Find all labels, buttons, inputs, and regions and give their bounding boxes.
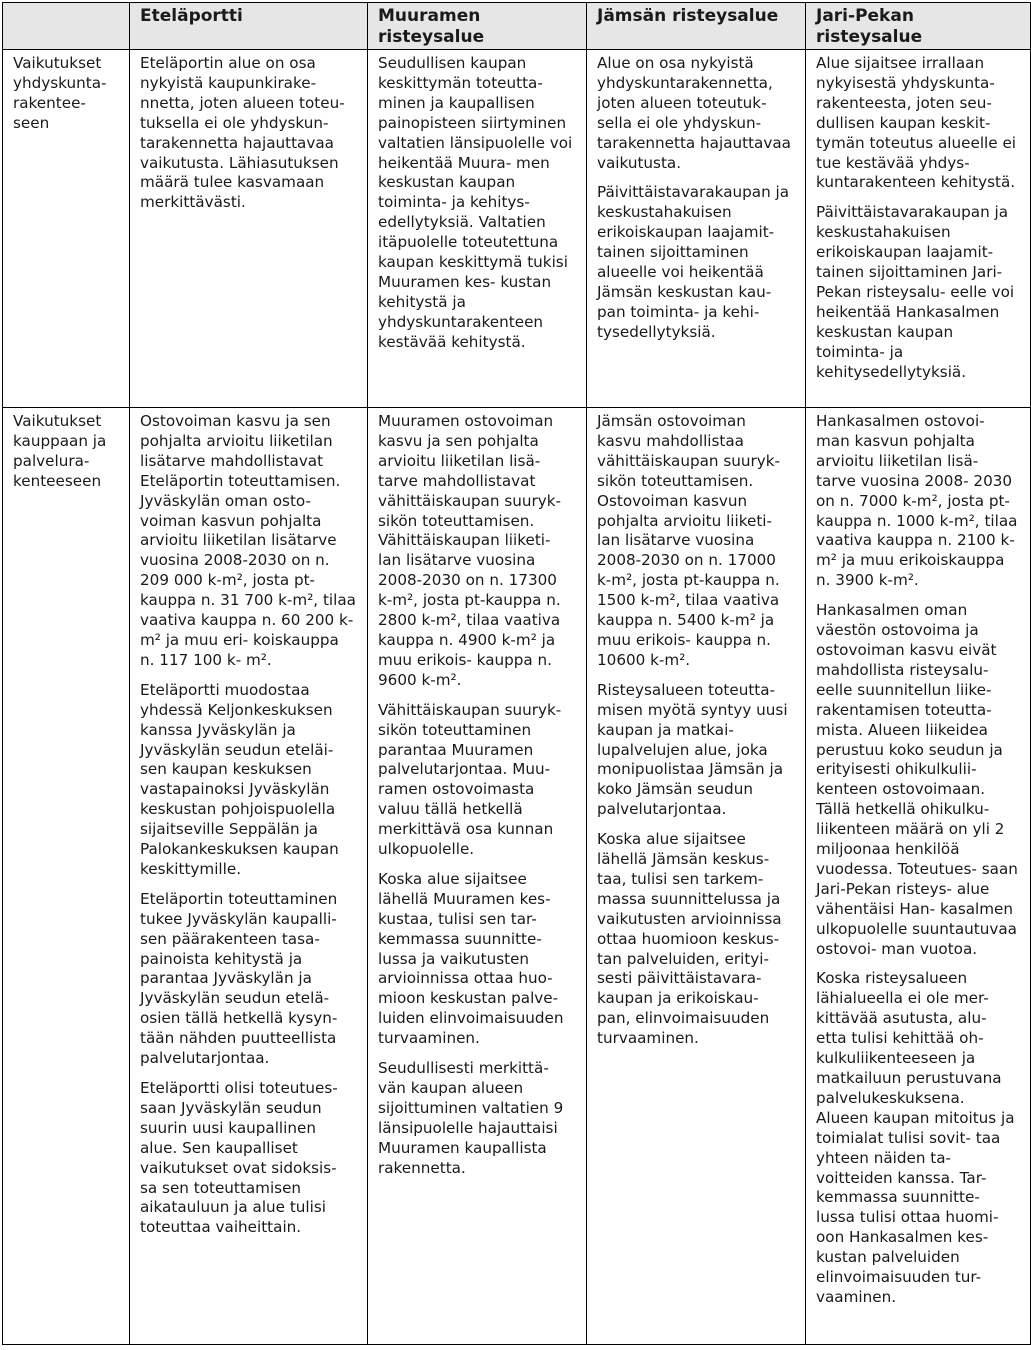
cell-paragraph: Seudullisen kaupan keskittymän toteutta- minen ja kaupallisen painopisteen siirtyminen valtatien länsipuolelle voi heikentää Muura- men keskustan kaupan toiminta- ja kehitys- edellytyksiä. Valtatien itäpuolelle toteutettuna kaupan keskittymä tukisi Muuramen kes- kustan kehitystä ja yhdyskuntarakenteen kestävää kehitystä. xyxy=(378,54,573,351)
cell-paragraph: Ostovoiman kasvu ja sen pohjalta arvioitu liiketilan lisätarve mahdollistavat Eteläportin toteuttamisen. Jyväskylän oman osto- voiman kasvun pohjalta arvioitu liiketilan lisätarve vuosina 2008-2030 on n. 209 000 k-m², josta pt- kauppa n. 31 700 k-m², tilaa vaativa kauppa n. 60 200 k-m² ja muu eri- koiskauppa n. 117 100 k- m². xyxy=(140,412,356,669)
table-cell xyxy=(587,408,806,1345)
header-cell-jamsa: Jämsän risteysalue xyxy=(587,3,806,50)
table-row xyxy=(3,50,1031,408)
table-cell xyxy=(130,50,368,408)
table-cell xyxy=(368,50,587,408)
table-cell xyxy=(587,50,806,408)
cell-paragraph: Risteysalueen toteutta- misen myötä syntyy uusi kaupan ja matkai- lupalvelujen alue, joka monipuolistaa Jämsän ja koko Jämsän seudun palvelutarjontaa. xyxy=(597,680,788,819)
cell-paragraph: Hankasalmen oman väestön ostovoima ja ostovoiman kasvu eivät mahdollista risteysalu- eelle suunnitellun liike- rakentamisen toteutta- mista. Alueen liikeidea perustuu koko seudun ja erityisesti ohikulkulii- kenteen ostovoimaan. Tällä hetkellä ohikulku- liikenteen määrä on yli 2 miljoonaa henkilöä vuodessa. Toteutues- saan Jari-Pekan risteys- alue vähentäisi Han- kasalmen ulkopuolelle suuntautuvaa ostovoi- man vuotoa. xyxy=(816,601,1018,958)
cell-paragraph: Koska alue sijaitsee lähellä Jämsän keskus- taa, tulisi sen tarkem- massa suunnittelussa ja vaikutusten arvioinnissa ottaa huomioon keskus- tan palveluiden, erityi- sesti päivittäistavara- kaupan ja erikoiskau- pan, elinvoimaisuuden turvaaminen. xyxy=(597,830,782,1048)
cell-paragraph: Koska risteysalueen lähialueella ei ole mer- kittävää asutusta, alu- etta tulisi kehittää oh- kulkuliikenteeseen ja matkailuun perustuvana palvelukeskuksena. Alueen kaupan mitoitus ja toimialat tulisi sovit- taa yhteen näiden ta- voitteiden kanssa. Tar- kemmassa suunnitte- lussa tulisi ottaa huomi- oon Hankasalmen kes- kustan palveluiden elinvoimaisuuden tur- vaaminen. xyxy=(816,969,1015,1306)
header-cell-etelaportti: Eteläportti xyxy=(130,3,368,50)
cell-paragraph: Eteläportin toteuttaminen tukee Jyväskylän kaupalli- sen päärakenteen tasa- painoista kehitystä ja parantaa Jyväskylän ja Jyväskylän seudun etelä- osien tällä hetkellä kysyn- tään nähden puutteellista palvelutarjontaa. xyxy=(140,889,338,1068)
comparison-table xyxy=(2,2,1031,1345)
cell-paragraph: Päivittäistavarakaupan ja keskustahakuisen erikoiskaupan laajamit- tainen sijoittaminen alueelle voi heikentää Jämsän keskustan kau- pan toiminta- ja kehi- tysedellytyksiä. xyxy=(597,183,790,341)
table-header-row xyxy=(3,3,1031,50)
header-cell-jari-pekka: Jari-Pekan risteysalue xyxy=(806,3,1031,50)
cell-paragraph: Päivittäistavarakaupan ja keskustahakuisen erikoiskaupan laajamit- tainen sijoittaminen Jari-Pekan risteysalu- eelle voi heikentää Hankasalmen keskustan kaupan toiminta- ja kehitysedellytyksiä. xyxy=(816,203,1015,381)
row-label-yhdyskuntarakenne: Vaikutukset yhdyskunta- rakentee- seen xyxy=(3,50,130,408)
cell-paragraph: Alue sijaitsee irrallaan nykyisestä yhdyskunta- rakenteesta, joten seu- dullisen kaupan keskit- tymän toteutus alueelle ei tue kestävää yhdys- kuntarakenteen kehitystä. xyxy=(816,54,1017,192)
cell-paragraph: Eteläportti muodostaa yhdessä Keljonkeskuksen kanssa Jyväskylän ja Jyväskylän seudun eteläi- sen kaupan keskuksen vastapainoksi Jyväskylän keskustan pohjoispuolella sijaitseville Seppälän ja Palokankeskuksen kaupan keskittymille. xyxy=(140,680,339,878)
table-cell xyxy=(368,408,587,1345)
cell-paragraph: Alue on osa nykyistä yhdyskuntarakennetta, joten alueen toteutuk- sella ei ole yhdyskun- tarakennetta hajauttavaa vaikutusta. xyxy=(597,54,791,172)
table-row xyxy=(3,408,1031,1345)
cell-paragraph: Hankasalmen ostovoi- man kasvun pohjalta arvioitu liiketilan lisä- tarve vuosina 2008- 2030 on n. 7000 k-m², josta pt-kauppa n. 1000 k-m², tilaa vaativa kauppa n. 2100 k-m² ja muu erikoiskauppa n. 3900 k-m². xyxy=(816,412,1018,590)
table-cell xyxy=(130,408,368,1345)
row-label-kauppa-palvelurakenne: Vaikutukset kauppaan ja palvelura- kenteeseen xyxy=(3,408,130,1345)
header-cell-muurame: Muuramen risteysalue xyxy=(368,3,587,50)
cell-paragraph: Vähittäiskaupan suuryk- sikön toteuttaminen parantaa Muuramen palvelutarjontaa. Muu- ramen ostovoimasta valuu tällä hetkellä merkittävä osa kunnan ulkopuolelle. xyxy=(378,700,562,859)
cell-paragraph: Eteläportin alue on osa nykyistä kaupunkirake- nnetta, joten alueen toteu- tuksella ei ole yhdyskun- tarakennetta hajauttavaa vaikutusta. Lähiasutuksen määrä tulee kasvamaan merkittävästi. xyxy=(140,54,345,212)
table-cell xyxy=(806,408,1031,1345)
cell-paragraph: Koska alue sijaitsee lähellä Muuramen kes- kustaa, tulisi sen tar- kemmassa suunnitte- lussa ja vaikutusten arvioinnissa ottaa huo- mioon keskustan palve- luiden elinvoimaisuuden turvaaminen. xyxy=(378,869,564,1048)
header-cell-empty xyxy=(3,3,130,50)
cell-paragraph: Eteläportti olisi toteutues- saan Jyväskylän seudun suurin uusi kaupallinen alue. Sen kaupalliset vaikutukset ovat sidoksis- sa sen toteuttamisen aikatauluun ja alue tulisi toteuttaa vaiheittain. xyxy=(140,1079,338,1237)
cell-paragraph: Seudullisesti merkittä- vän kaupan alueen sijoittuminen valtatien 9 länsipuolelle hajauttaisi Muuramen kaupallista rakennetta. xyxy=(378,1059,564,1177)
cell-paragraph: Jämsän ostovoiman kasvu mahdollistaa vähittäiskaupan suuryk- sikön toteuttamisen. Ostovoiman kasvun pohjalta arvioitu liiketi- lan lisätarve vuosina 2008-2030 on n. 17000 k-m², josta pt-kauppa n. 1500 k-m², tilaa vaativa kauppa n. 5400 k-m² ja muu erikois- kauppa n. 10600 k-m². xyxy=(597,412,781,669)
cell-paragraph: Muuramen ostovoiman kasvu ja sen pohjalta arvioitu liiketilan lisä- tarve mahdollistavat vähittäiskaupan suuryk- sikön toteuttamisen. Vähittäiskaupan liiketi- lan lisätarve vuosina 2008-2030 on n. 17300 k-m², josta pt-kauppa n. 2800 k-m², tilaa vaativa kauppa n. 4900 k-m² ja muu erikois- kauppa n. 9600 k-m². xyxy=(378,412,562,689)
table-cell xyxy=(806,50,1031,408)
